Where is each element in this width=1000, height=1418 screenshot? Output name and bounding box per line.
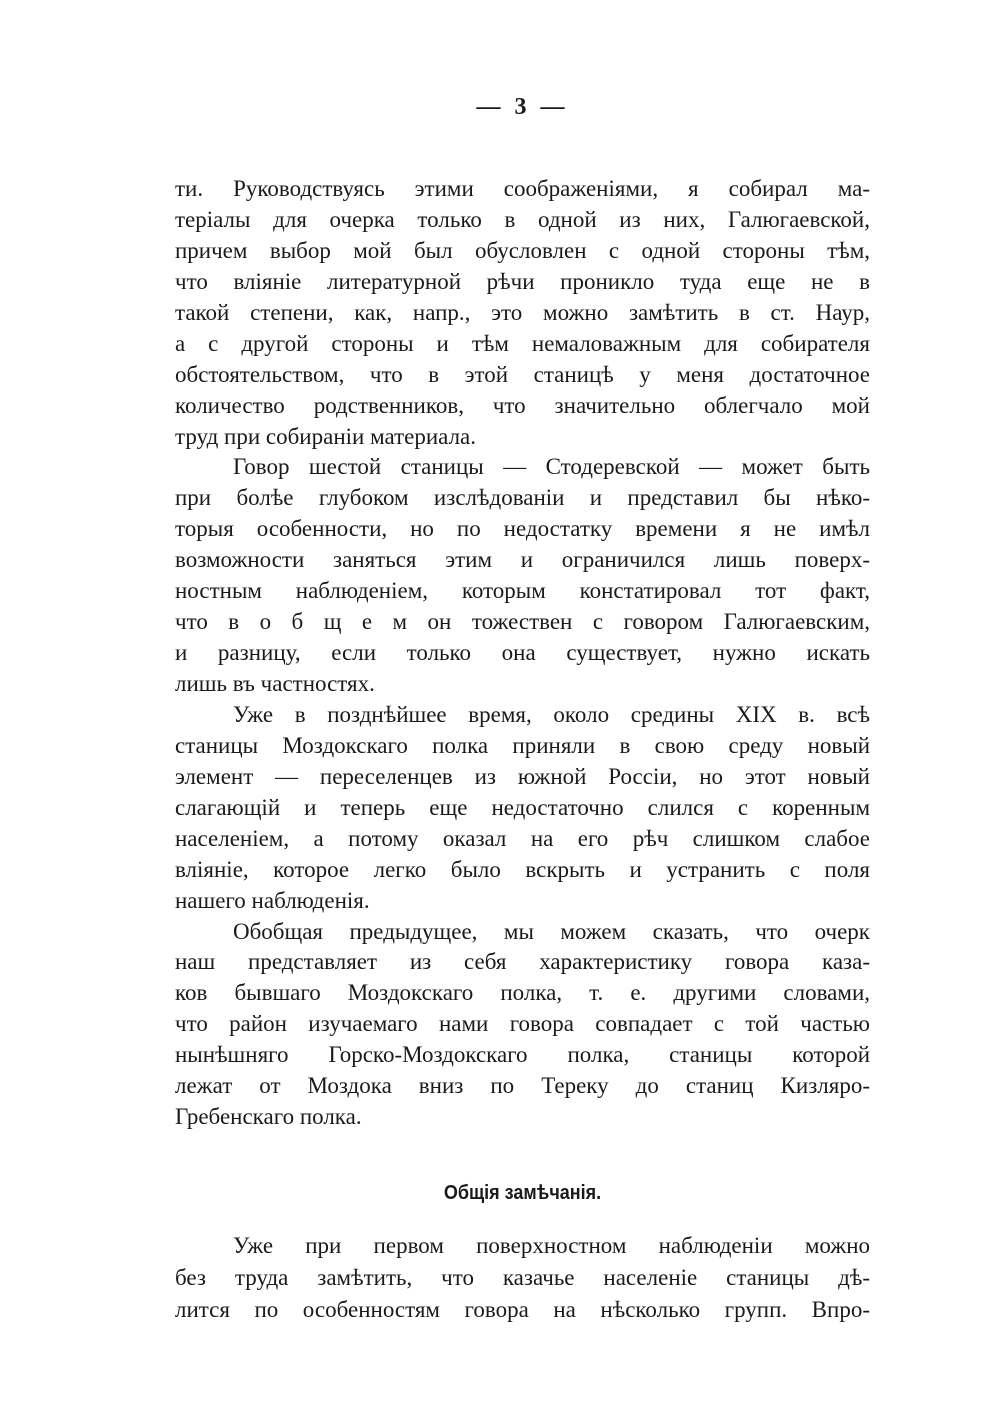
- text-line: без труда замѣтить, что казачье населеніе станицы дѣ-: [175, 1265, 870, 1291]
- text-line: ностным наблюденіем, которым констатировал тот факт,: [175, 578, 870, 604]
- text-line: такой степени, как, напр., это можно замѣтить в ст. Наур,: [175, 299, 870, 325]
- paragraph: [175, 174, 870, 452]
- paragraphs-after-heading: [175, 1230, 870, 1326]
- text-line: наш представляет из себя характеристику говора каза-: [175, 949, 870, 975]
- paragraph: [175, 1230, 870, 1326]
- text-line: при болѣе глубоком изслѣдованіи и представил бы нѣко-: [175, 485, 870, 511]
- page-number: — 3 —: [476, 94, 569, 120]
- text-line: Обобщая предыдущее, мы можем сказать, что очерк: [233, 918, 870, 944]
- text-line: что район изучаемаго нами говора совпадает с той частью: [175, 1011, 870, 1037]
- text-line: ков бывшаго Моздокскаго полка, т. е. другими словами,: [175, 980, 870, 1006]
- text-line: нашего наблюденія.: [175, 887, 370, 913]
- text-line: вліяніе, которое легко было вскрыть и устранить с поля: [175, 856, 870, 882]
- text-line: торыя особенности, но по недостатку времени я не имѣл: [175, 516, 870, 542]
- text-line: возможности заняться этим и ограничился лишь поверх-: [175, 547, 870, 573]
- text-line: лежат от Моздока вниз по Тереку до станиц Кизляро-: [175, 1073, 870, 1099]
- text-line: населеніем, а потому оказал на его рѣч слишком слабое: [175, 825, 870, 851]
- text-line: Гребенскаго полка.: [175, 1104, 362, 1130]
- text-line: обстоятельством, что в этой станицѣ у меня достаточное: [175, 361, 870, 387]
- text-line: что вліяніе литературной рѣчи проникло туда еще не в: [175, 268, 870, 294]
- text-line: нынѣшняго Горско-Моздокскаго полка, станицы которой: [175, 1042, 870, 1068]
- section-heading: Общія замѣчанія.: [443, 1182, 602, 1205]
- text-line: и разницу, если только она существует, нужно искать: [175, 640, 870, 666]
- text-line: элемент — переселенцев из южной Россіи, но этот новый: [175, 763, 870, 789]
- text-line: труд при собираніи материала.: [175, 423, 477, 449]
- text-line: причем выбор мой был обусловлен с одной стороны тѣм,: [175, 237, 870, 263]
- text-line: теріалы для очерка только в одной из них, Галюгаевской,: [175, 206, 870, 232]
- text-line: что в о б щ е м он тожествен с говором Галюгаевским,: [175, 609, 870, 635]
- text-line: лишь въ частностях.: [175, 671, 375, 696]
- text-line: Уже при первом поверхностном наблюденіи можно: [233, 1233, 870, 1259]
- paragraph: [175, 700, 870, 917]
- paragraph: [175, 452, 870, 700]
- page-body: [175, 174, 870, 1326]
- paragraph: [175, 917, 870, 1134]
- text-line: лится по особенностям говора на нѣсколько групп. Впро-: [175, 1297, 870, 1323]
- text-line: количество родственников, что значительно облегчало мой: [175, 392, 870, 418]
- text-line: Уже в позднѣйшее время, около средины XIX в. всѣ: [233, 701, 870, 727]
- text-line: ти. Руководствуясь этими соображеніями, я собирал ма-: [175, 176, 870, 201]
- text-line: Говор шестой станицы — Стодеревской — может быть: [233, 454, 870, 480]
- text-line: станицы Моздокскаго полка приняли в свою среду новый: [175, 732, 870, 758]
- paragraphs-before-heading: [175, 174, 870, 1133]
- text-line: а с другой стороны и тѣм немаловажным для собирателя: [175, 330, 870, 356]
- text-line: слагающій и теперь еще недостаточно слился с коренным: [175, 794, 870, 820]
